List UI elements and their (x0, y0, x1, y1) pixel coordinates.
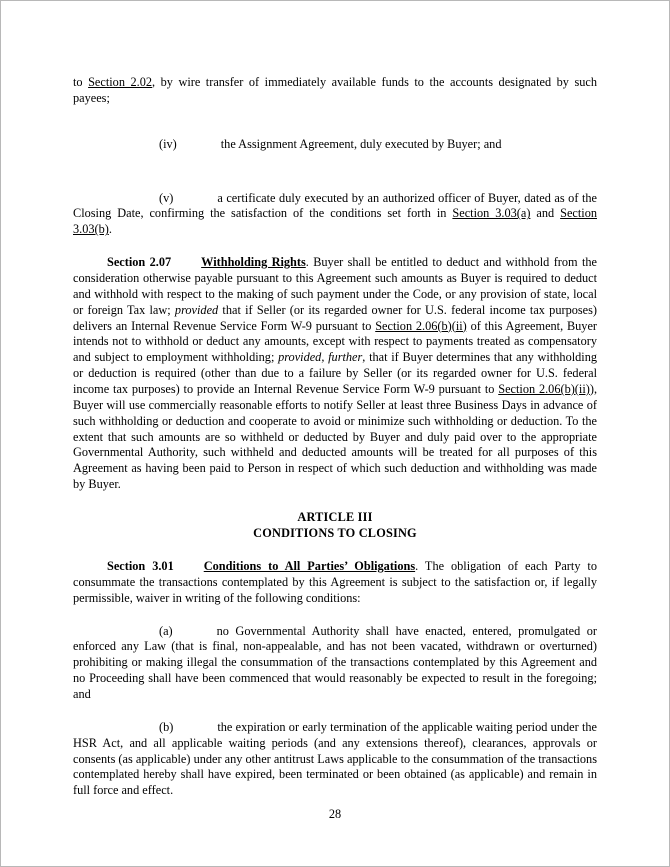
section-3-01-title: Conditions to All Parties’ Obligations (203, 559, 416, 574)
section-3-01-paragraph (73, 559, 597, 607)
section-2-07-paragraph (73, 255, 597, 493)
clause-b (73, 720, 597, 799)
clause-iv-marker: (iv) (159, 136, 177, 151)
section-reference-2-06-b-ii-first: Section 2.06(b)(ii) (375, 318, 467, 333)
clause-v-text-b: and (530, 206, 561, 221)
spacer (73, 703, 597, 720)
clause-a-marker: (a) (159, 623, 173, 638)
section-2-07-text-1: . Buyer shall be entitled to deduct and withhold from the consideration otherwise payable pursuant to this Agreement such amounts as Buyer is required to deduct and withhold with respect to the making of such payment under the Code, or any provision of state, local or foreign Tax law; (73, 255, 597, 317)
article-heading-line-1: ARTICLE III (297, 510, 373, 525)
spacer (73, 542, 597, 559)
section-2-07-italic-1: provided (174, 302, 219, 317)
section-2-07-text-5: ), Buyer will use commercially reasonable efforts to notify Seller at least three Business Days in advance of such withholding or deduction and cooperate to avoid or minimize such withholding or deduction. To the extent that such amounts are so withheld or deducted by Buyer and duly paid over to the appropriate Governmental Authority, such withheld and deducted amounts will be treated for all purposes of this Agreement as having been paid to Person in respect of which such deduction and withholding was made by Buyer. (73, 382, 598, 492)
section-3-01-number: Section 3.01 (107, 559, 174, 574)
clause-b-text: the expiration or early termination of the applicable waiting period under the HSR Act, and all applicable waiting periods (and any extensions thereof), clearances, approvals or consents (as applicable) under any other antitrust Laws applicable to the consummation of the transactions contemplated hereby shall have expired, been terminated or been obtained (as applicable) and remain in full force and effect. (73, 719, 597, 798)
clause-iv-text: the Assignment Agreement, duly executed by Buyer; and (220, 136, 502, 151)
spacer (73, 107, 597, 137)
section-2-07-text-2: that if Seller (or its regarded owner for U.S. federal income tax purposes) delivers an Internal Revenue Service Form W-9 pursuant to (73, 302, 597, 333)
clause-v-marker: (v) (159, 190, 174, 205)
clause-a-text: no Governmental Authority shall have enacted, entered, promulgated or enforced any Law (that is final, non-appealable, and has not been vacated, withdrawn or overturned) prohibiting or making illegal the consummation of the transactions contemplated by this Agreement and no Proceeding shall have been commenced that would reasonably be expected to result in the foregoing; and (73, 623, 597, 702)
document-body (73, 75, 597, 799)
section-reference-2-06-b-ii-second: Section 2.06(b)(ii) (498, 382, 590, 397)
section-2-07-text-4: , that if Buyer determines that any withholding or deduction is required (other than due to a failure by Seller (or its regarded owner for U.S. federal income tax purposes) to provide an Internal Revenue Service Form W-9 pursuant to (73, 350, 597, 397)
spacer (73, 238, 597, 255)
clause-iv (73, 137, 597, 153)
clause-v-text-c: . (108, 222, 112, 237)
section-3-01-text: . The obligation of each Party to consummate the transactions contemplated by this Agreement is subject to the satisfaction or, if legally permissible, waiver in writing of the following conditions: (73, 559, 597, 605)
section-2-07-italic-2: provided, further (278, 350, 363, 365)
spacer (73, 493, 597, 510)
paragraph-lead-text: to (73, 75, 89, 89)
clause-a (73, 624, 597, 703)
article-heading-line-2: CONDITIONS TO CLOSING (253, 526, 417, 541)
spacer (73, 607, 597, 624)
clause-v-text-a: a certificate duly executed by an authorized officer of Buyer, dated as of the Closing Date, confirming the satisfaction of the conditions set forth in (73, 190, 597, 221)
clause-v (73, 191, 597, 239)
section-reference-3-03-b: Section 3.03(b) (73, 206, 597, 237)
paragraph-rest-text: , by wire transfer of immediately available funds to the accounts designated by such payees; (73, 75, 598, 105)
section-2-07-number: Section 2.07 (107, 255, 172, 270)
clause-b-marker: (b) (159, 719, 174, 734)
spacer (73, 153, 597, 191)
page-number: 28 (328, 807, 342, 821)
section-2-07-title: Withholding Rights (201, 255, 306, 270)
section-reference-2-02: Section 2.02 (88, 75, 153, 89)
section-reference-3-03-a: Section 3.03(a) (452, 206, 531, 221)
section-2-07-text-3: of this Agreement, Buyer intends not to withhold or deduct any amounts, except with respect to payments treated as compensatory and subject to employment withholding; (73, 318, 597, 365)
paragraph-continuation (73, 75, 597, 107)
